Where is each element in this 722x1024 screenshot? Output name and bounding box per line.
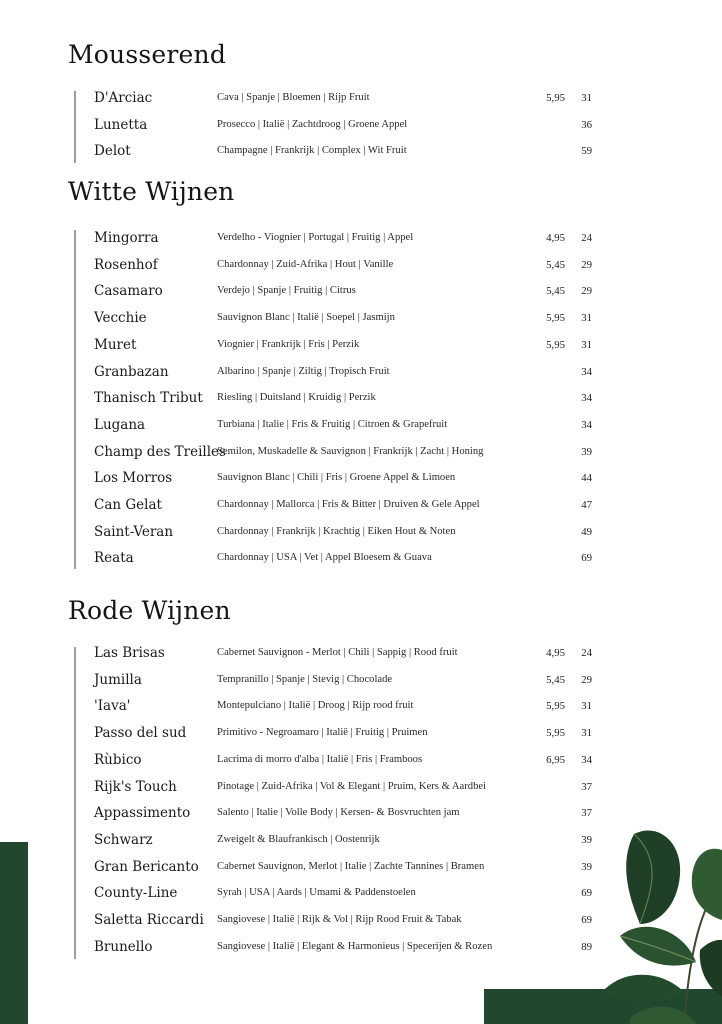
wine-name: Las Brisas <box>94 645 165 661</box>
bottle-price: 36 <box>581 119 592 131</box>
bottle-price: 69 <box>581 914 592 926</box>
wine-name: County-Line <box>94 885 178 901</box>
bottle-price: 31 <box>581 700 592 712</box>
glass-price: 5,95 <box>546 700 565 712</box>
wine-description: Tempranillo | Spanje | Stevig | Chocolade <box>217 674 393 685</box>
wine-row <box>0 139 722 163</box>
wine-description: Albarino | Spanje | Ziltig | Tropisch Fruit <box>217 366 390 377</box>
wine-description: Verdelho - Viognier | Portugal | Fruitig | Appel <box>217 232 414 243</box>
wine-row <box>0 668 722 692</box>
wine-description: Salento | Italie | Volle Body | Kersen- & Bosvruchten jam <box>217 807 460 818</box>
wine-row <box>0 333 722 357</box>
wine-description: Pinotage | Zuid-Afrika | Vol & Elegant | Pruim, Kers & Aardbei <box>217 781 487 792</box>
section-title: Rode Wijnen <box>68 596 231 625</box>
wine-row <box>0 721 722 745</box>
wine-name: Schwarz <box>94 832 153 848</box>
wine-description: Zweigelt & Blaufrankisch | Oostenrijk <box>217 834 380 845</box>
bottle-price: 39 <box>581 861 592 873</box>
wine-row <box>0 908 722 932</box>
wine-description: Sangiovese | Italië | Rijk & Vol | Rijp Rood Fruit & Tabak <box>217 914 462 925</box>
wine-name: Mingorra <box>94 230 159 246</box>
wine-row <box>0 226 722 250</box>
bottle-price: 37 <box>581 781 592 793</box>
wine-description: Sauvignon Blanc | Italië | Soepel | Jasmijn <box>217 312 395 323</box>
wine-name: Lugana <box>94 417 146 433</box>
wine-description: Riesling | Duitsland | Kruidig | Perzik <box>217 392 376 403</box>
glass-price: 4,95 <box>546 647 565 659</box>
wine-name: Vecchie <box>94 310 147 326</box>
bottle-price: 31 <box>581 339 592 351</box>
wine-name: Lunetta <box>94 117 148 133</box>
bottle-price: 89 <box>581 941 592 953</box>
wine-row <box>0 828 722 852</box>
wine-name: Jumilla <box>94 672 142 688</box>
bottle-price: 31 <box>581 92 592 104</box>
bottle-price: 31 <box>581 312 592 324</box>
wine-description: Champagne | Frankrijk | Complex | Wit Fruit <box>217 145 407 156</box>
wine-row <box>0 546 722 570</box>
wine-row <box>0 935 722 959</box>
bottle-price: 34 <box>581 754 592 766</box>
wine-row <box>0 86 722 110</box>
bottle-price: 34 <box>581 392 592 404</box>
wine-name: Thanisch Tribut <box>94 390 203 406</box>
bottle-price: 59 <box>581 145 592 157</box>
wine-description: Cabernet Sauvignon - Merlot | Chili | Sappig | Rood fruit <box>217 647 458 658</box>
bottle-price: 44 <box>581 472 592 484</box>
wine-description: Sauvignon Blanc | Chili | Fris | Groene Appel & Limoen <box>217 472 456 483</box>
wine-name: Casamaro <box>94 283 163 299</box>
wine-name: Saint-Veran <box>94 524 174 540</box>
wine-description: Cabernet Sauvignon, Merlot | Italie | Zachte Tannines | Bramen <box>217 861 485 872</box>
wine-name: Reata <box>94 550 134 566</box>
glass-price: 4,95 <box>546 232 565 244</box>
wine-name: Passo del sud <box>94 725 187 741</box>
glass-price: 5,45 <box>546 259 565 271</box>
wine-name: Champ des Treilles <box>94 444 226 460</box>
bottle-price: 34 <box>581 419 592 431</box>
wine-row <box>0 386 722 410</box>
wine-description: Verdejo | Spanje | Fruitig | Citrus <box>217 285 356 296</box>
wine-row <box>0 520 722 544</box>
glass-price: 5,95 <box>546 727 565 739</box>
wine-row <box>0 466 722 490</box>
wine-description: Viognier | Frankrijk | Fris | Perzik <box>217 339 360 350</box>
glass-price: 5,95 <box>546 339 565 351</box>
glass-price: 6,95 <box>546 754 565 766</box>
bottle-price: 29 <box>581 674 592 686</box>
wine-description: Montepulciano | Italië | Droog | Rijp rood fruit <box>217 700 414 711</box>
wine-row <box>0 253 722 277</box>
wine-row <box>0 413 722 437</box>
wine-name: Delot <box>94 143 131 159</box>
section-title: Witte Wijnen <box>68 177 235 206</box>
wine-description: Chardonnay | Mallorca | Fris & Bitter | Druiven & Gele Appel <box>217 499 480 510</box>
glass-price: 5,45 <box>546 674 565 686</box>
wine-name: D'Arciac <box>94 90 153 106</box>
wine-name: 'Iava' <box>94 698 131 714</box>
wine-row <box>0 694 722 718</box>
glass-price: 5,95 <box>546 92 565 104</box>
wine-name: Rùbico <box>94 752 142 768</box>
wine-name: Los Morros <box>94 470 173 486</box>
wine-row <box>0 855 722 879</box>
glass-price: 5,95 <box>546 312 565 324</box>
bottle-price: 39 <box>581 446 592 458</box>
bottle-price: 37 <box>581 807 592 819</box>
bottle-price: 69 <box>581 887 592 899</box>
wine-row <box>0 748 722 772</box>
wine-description: Semilon, Muskadelle & Sauvignon | Frankrijk | Zacht | Honing <box>217 446 484 457</box>
wine-description: Chardonnay | USA | Vet | Appel Bloesem & Guava <box>217 552 432 563</box>
wine-name: Gran Bericanto <box>94 859 199 875</box>
bottle-price: 69 <box>581 552 592 564</box>
wine-row <box>0 801 722 825</box>
wine-name: Muret <box>94 337 137 353</box>
bottle-price: 39 <box>581 834 592 846</box>
wine-name: Can Gelat <box>94 497 162 513</box>
bottle-price: 49 <box>581 526 592 538</box>
wine-name: Saletta Riccardi <box>94 912 204 928</box>
wine-name: Rijk's Touch <box>94 779 177 795</box>
wine-description: Syrah | USA | Aards | Umami & Paddenstoelen <box>217 887 416 898</box>
glass-price: 5,45 <box>546 285 565 297</box>
wine-description: Turbiana | Italie | Fris & Fruitig | Citroen & Grapefruit <box>217 419 448 430</box>
bottle-price: 47 <box>581 499 592 511</box>
wine-description: Sangiovese | Italië | Elegant & Harmonieus | Specerijen & Rozen <box>217 941 493 952</box>
wine-name: Rosenhof <box>94 257 158 273</box>
wine-row <box>0 881 722 905</box>
bottle-price: 24 <box>581 647 592 659</box>
bottle-price: 34 <box>581 366 592 378</box>
wine-description: Primitivo - Negroamaro | Italië | Fruitig | Pruimen <box>217 727 428 738</box>
wine-description: Chardonnay | Zuid-Afrika | Hout | Vanille <box>217 259 394 270</box>
wine-name: Granbazan <box>94 364 169 380</box>
bottle-price: 24 <box>581 232 592 244</box>
section-title: Mousserend <box>68 40 227 69</box>
bottle-price: 29 <box>581 285 592 297</box>
wine-row <box>0 493 722 517</box>
bottle-price: 31 <box>581 727 592 739</box>
wine-row <box>0 775 722 799</box>
wine-name: Appassimento <box>94 805 191 821</box>
wine-row <box>0 440 722 464</box>
wine-description: Cava | Spanje | Bloemen | Rijp Fruit <box>217 92 370 103</box>
wine-row <box>0 113 722 137</box>
wine-row <box>0 360 722 384</box>
wine-row <box>0 279 722 303</box>
wine-description: Lacrima di morro d'alba | Italië | Fris | Framboos <box>217 754 423 765</box>
wine-row <box>0 306 722 330</box>
bottle-price: 29 <box>581 259 592 271</box>
wine-description: Chardonnay | Frankrijk | Krachtig | Eiken Hout & Noten <box>217 526 456 537</box>
wine-row <box>0 641 722 665</box>
wine-description: Prosecco | Italië | Zachtdroog | Groene Appel <box>217 119 408 130</box>
wine-name: Brunello <box>94 939 153 955</box>
